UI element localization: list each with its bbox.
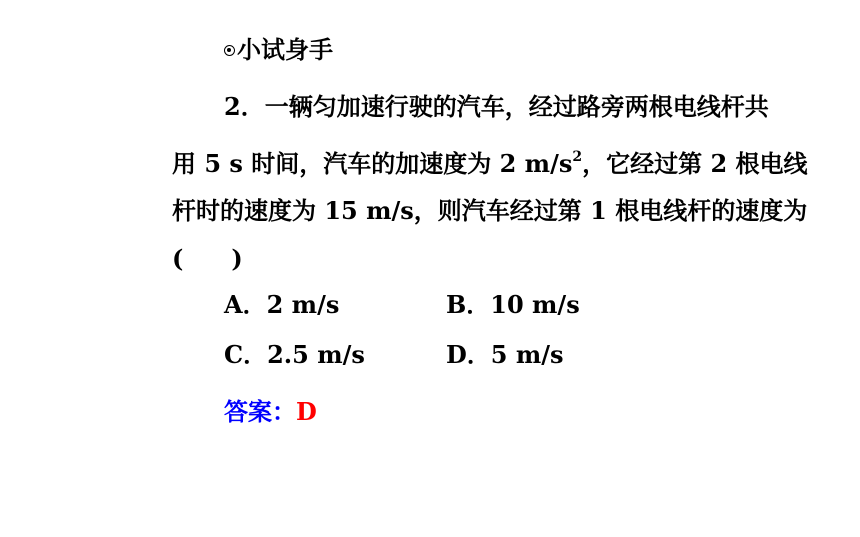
answer-label: 答案： xyxy=(224,397,296,426)
option-c: C．2.5 m/s xyxy=(224,340,365,369)
question-line-3: 杆时的速度为 15 m/s，则汽车经过第 1 根电线杆的速度为 xyxy=(172,196,808,225)
option-a: A．2 m/s xyxy=(224,290,340,319)
question-line-2 xyxy=(172,144,808,179)
answer-blank xyxy=(172,244,243,274)
option-b: B．10 m/s xyxy=(446,290,580,319)
answer-value: D xyxy=(296,397,317,426)
bracket-open: ( xyxy=(172,244,184,273)
bracket-close: ) xyxy=(231,244,243,273)
question-line-2-text-a: 用 5 s 时间，汽车的加速度为 2 m/s xyxy=(172,149,573,178)
answer xyxy=(224,397,317,427)
question-line-1: 2．一辆匀加速行驶的汽车，经过路旁两根电线杆共 xyxy=(224,92,769,121)
bullet-icon xyxy=(224,45,235,56)
section-title: 小试身手 xyxy=(237,35,333,64)
section-heading xyxy=(224,30,333,65)
question-line-2-text-b: ，它经过第 2 根电线 xyxy=(582,149,808,178)
superscript-exponent: 2 xyxy=(572,149,583,165)
option-d: D．5 m/s xyxy=(446,340,564,369)
